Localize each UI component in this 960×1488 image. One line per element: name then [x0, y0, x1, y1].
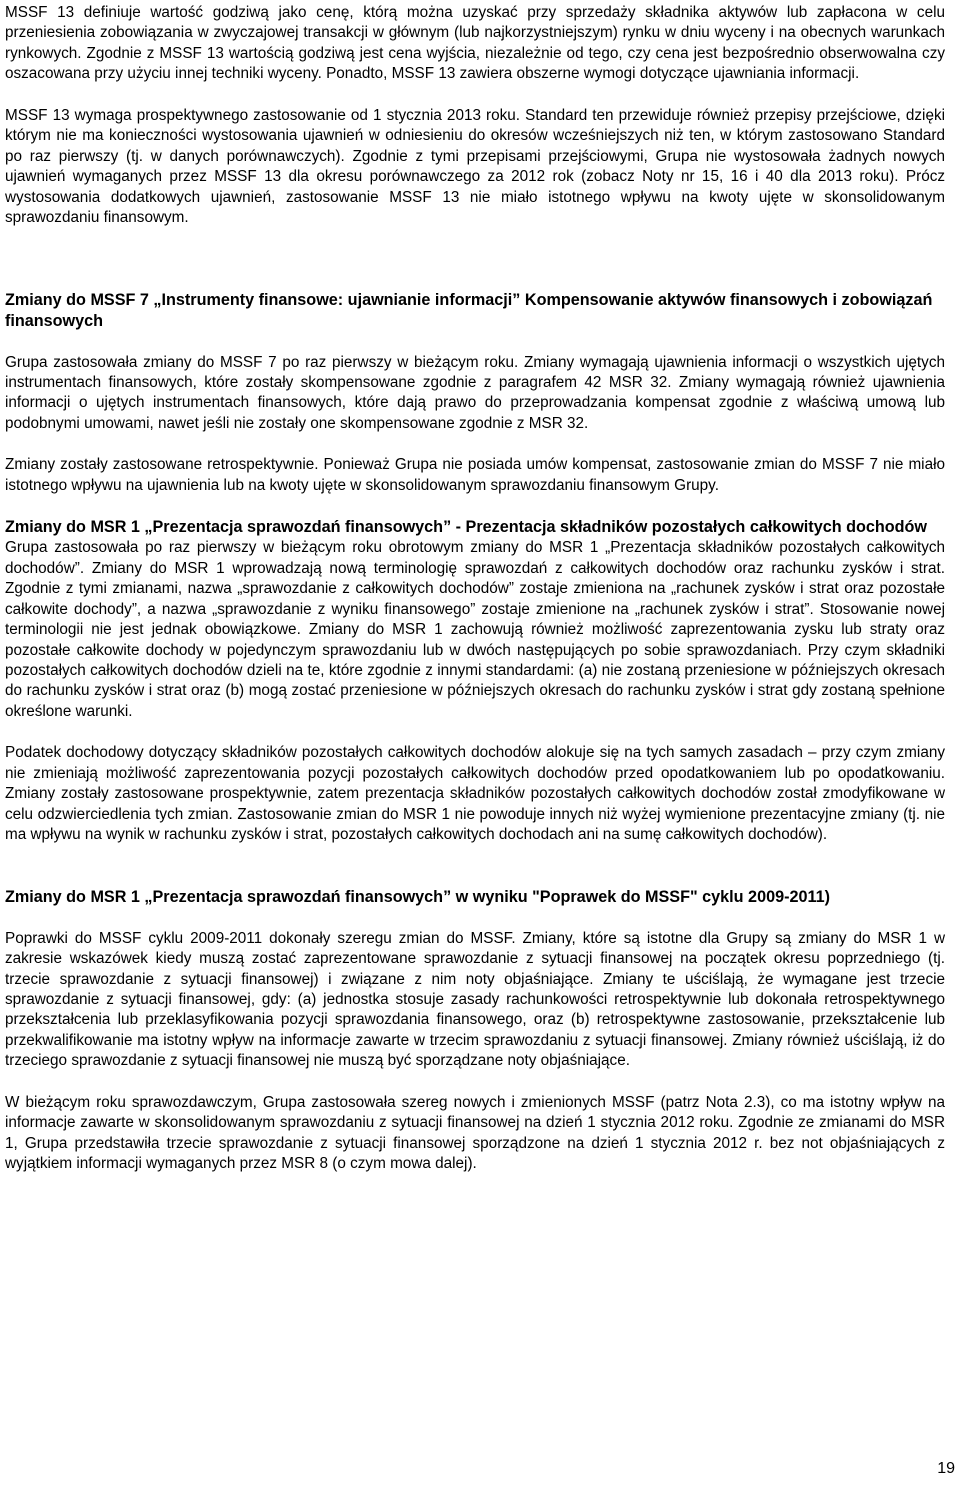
paragraph-improvements-cycle: Poprawki do MSSF cyklu 2009-2011 dokonały szeregu zmian do MSSF. Zmiany, które są istotne dla Grupy są zmiany do MSR 1 w zakresie wskazówek kiedy muszą zostać zaprezentowane sprawozdanie z sytuacji finansowej na początek okresu poprzedniego (tj. trzecie sprawozdanie z sytuacji finansowej) i związane z nim noty objaśniające. Zmiany te uściślają, że wymagane jest trzecie sprawozdanie z sytuacji finansowej, gdy: (a) jednostka stosuje zasady rachunkowości retrospektywnie lub dokonała retrospektywnego przekształcenia lub przeklasyfikowania pozycji sprawozdania finansowego, oraz (b) retrospektywne zastosowanie, przekształcenie lub przekwalifikowanie ma istotny wpływ na informacje zawarte w trzecim sprawozdaniu z sytuacji finansowej. Zmiany również uściślają, iż do trzeciego sprawozdanie z sytuacji finansowej nie muszą być sporządzane noty objaśniające.	[5, 929, 945, 1070]
heading-msr1-oci: Zmiany do MSR 1 „Prezentacja sprawozdań finansowych” - Prezentacja składników pozostałych całkowitych dochodów	[5, 518, 928, 537]
paragraph-mssf13-application: MSSF 13 wymaga prospektywnego zastosowanie od 1 stycznia 2013 roku. Standard ten przewiduje również przepisy przejściowe, dzięki którym nie ma konieczności wystosowania ujawnień w odniesieniu do okresów wcześniejszych niż ten, w którym zastosowano Standard po raz pierwszy (tj. w danych porównawczych). Zgodnie z tymi przepisami przejściowymi, Grupa nie wystosowała żadnych nowych ujawnień wymaganych przez MSSF 13 dla okresu porównawczego za 2012 rok (zobacz Noty nr 15, 16 i 40 dla 2013 roku). Prócz wystosowania dodatkowych ujawnień, zastosowanie MSSF 13 nie miało istotnego wpływu na kwoty ujęte w skonsolidowanym sprawozdaniu finansowym.	[5, 106, 945, 227]
heading-mssf7-changes: Zmiany do MSSF 7 „Instrumenty finansowe: ujawnianie informacji” Kompensowanie aktywów finansowych i zobowiązań finansowych	[5, 290, 933, 330]
paragraph-mssf7-retrospective: Zmiany zostały zastosowane retrospektywnie. Ponieważ Grupa nie posiada umów kompensat, zastosowanie zmian do MSSF 7 nie miało istotnego wpływu na ujawnienia lub na kwoty ujęte w skonsolidowanym sprawozdaniu finansowym Grupy.	[5, 456, 945, 494]
paragraph-fair-value-definition: MSSF 13 definiuje wartość godziwą jako cenę, którą można uzyskać przy sprzedaży składnika aktywów lub zapłacona w celu przeniesienia zobowiązania w zwyczajowej transakcji w głównym (lub najkorzystniejszym) rynku w dniu wyceny i na obecnych warunkach rynkowych. Zgodnie z MSSF 13 wartością godziwą jest cena wyjścia, niezależnie od tego, czy cena jest bezpośrednio obserwowalna czy oszacowana przy użyciu innej techniki wyceny. Ponadto, MSSF 13 zawiera obszerne wymogi dotyczące ujawniania informacji.	[5, 4, 945, 83]
document-page	[5, 3, 945, 1175]
paragraph-msr1-income-tax: Podatek dochodowy dotyczący składników pozostałych całkowitych dochodów alokuje się na tych samych zasadach – przy czym zmiany nie zmieniają możliwość zaprezentowania pozycji pozostałych całkowitych dochodów przed opodatkowaniem lub po opodatkowaniu. Zmiany zostały zastosowane prospektywnie, zatem prezentacja składników pozostałych całkowitych dochodów został zmodyfikowane w celu odzwierciedlenia tych zmian. Zastosowanie zmian do MSR 1 nie powoduje innych niż wyżej wymienione prezentacyjne zmiany (tj. nie ma wpływu na wynik w rachunku zysków i strat, pozostałych całkowitych dochodach ani na sumę całkowitych dochodów).	[5, 744, 945, 844]
page-number: 19	[937, 1460, 955, 1477]
heading-msr1-improvements: Zmiany do MSR 1 „Prezentacja sprawozdań finansowych” w wyniku "Poprawek do MSSF" cyklu 2009-2011)	[5, 887, 830, 906]
paragraph-msr1-terminology: Grupa zastosowała po raz pierwszy w bieżącym roku obrotowym zmiany do MSR 1 „Prezentacja składników pozostałych całkowitych dochodów”. Zmiany do MSR 1 wprowadzają nową terminologię sprawozdań z całkowitych dochodów oraz rachunku zysków i strat. Zgodnie z tymi zmianami, nazwa „sprawozdanie z całkowitych dochodów” zostaje zmieniona na „rachunek zysków i strat oraz pozostałe całkowite dochody”, a nazwa „sprawozdanie z wyniku finansowego” zostaje zmienione na „rachunek zysków i strat”. Stosowanie nowej terminologii nie jest jednak obowiązkowe. Zmiany do MSR 1 zachowują również możliwość zaprezentowania zysku lub straty oraz pozostałe całkowite dochody w pojedynczym sprawozdaniu lub w dwóch następujących po sobie sprawozdaniach. Przy czym składniki pozostałych całkowitych dochodów dzieli na te, które zgodnie z innymi standardami: (a) nie zostaną przeniesione w późniejszych okresach do rachunku zysków i strat oraz (b) mogą zostać przeniesione w późniejszych okresach do rachunku zysków i strat gdy zostaną spełnione określone warunki.	[5, 539, 945, 720]
paragraph-mssf7-disclosures: Grupa zastosowała zmiany do MSSF 7 po raz pierwszy w bieżącym roku. Zmiany wymagają ujawnienia informacji o wszystkich ujętych instrumentach finansowych, które zostały skompensowane zgodnie z paragrafem 42 MSR 32. Zmiany wymagają również ujawnienia informacji o ujętych instrumentach finansowych, które dają prawo do przeprowadzania kompensat zgodnie z właściwą umową lub podobnymi umowami, nawet jeśli nie zostały one skompensowane zgodnie z MSR 32.	[5, 353, 945, 432]
paragraph-third-statement: W bieżącym roku sprawozdawczym, Grupa zastosowała szereg nowych i zmienionych MSSF (patrz Nota 2.3), co ma istotny wpływ na informacje zawarte w skonsolidowanym sprawozdaniu z sytuacji finansowej na dzień 1 stycznia 2012 roku. Zgodnie ze zmianami do MSR 1, Grupa przedstawiła trzecie sprawozdanie z sytuacji finansowej sporządzone na dzień 1 stycznia 2012 r. bez not objaśniających z wyjątkiem informacji wymaganych przez MSR 8 (o czym mowa dalej).	[5, 1093, 945, 1173]
